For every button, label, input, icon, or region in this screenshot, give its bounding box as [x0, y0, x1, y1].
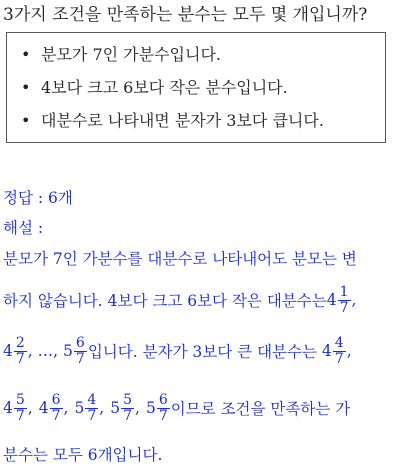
- fraction: [338, 285, 351, 316]
- condition-text: 분모가 7인 가분수입니다.: [41, 45, 221, 64]
- explanation-text: 이므로 조건을 만족하는 가: [170, 400, 351, 418]
- fraction: [74, 336, 87, 367]
- denominator: 7: [87, 407, 97, 424]
- explanation-line-4: [3, 388, 350, 428]
- mixed-whole: 4: [38, 399, 49, 417]
- numerator: 6: [158, 391, 168, 408]
- fraction: [14, 336, 27, 367]
- bullet-icon: •: [21, 111, 31, 130]
- denominator: 7: [339, 299, 349, 316]
- comma: ,: [27, 399, 33, 417]
- numerator: 2: [15, 334, 25, 351]
- denominator: 7: [158, 407, 168, 424]
- explanation-line-2: [3, 280, 356, 320]
- mixed-whole: 4: [321, 342, 332, 360]
- condition-text: 4보다 크고 6보다 작은 분수입니다.: [41, 78, 288, 97]
- explanation-text: 하지 않습니다. 4보다 크고 6보다 작은 대분수는: [3, 292, 327, 310]
- explanation-line-5: 분수는 모두 6개입니다.: [3, 446, 163, 464]
- comma: ,: [346, 342, 352, 360]
- denominator: 7: [75, 350, 85, 367]
- bullet-icon: •: [21, 45, 31, 64]
- condition-item: [21, 110, 324, 132]
- question-text: 3가지 조건을 만족하는 분수는 모두 몇 개입니까?: [3, 5, 368, 25]
- explanation-line-3: [3, 331, 352, 371]
- mixed-whole: 4: [3, 399, 13, 417]
- denominator: 7: [51, 407, 61, 424]
- numerator: 4: [334, 334, 344, 351]
- denominator: 7: [123, 407, 132, 424]
- comma: ,: [63, 399, 69, 417]
- numerator: 6: [51, 391, 61, 408]
- fraction: [157, 393, 170, 424]
- numerator: 4: [87, 391, 97, 408]
- denominator: 7: [15, 407, 25, 424]
- condition-text: 대분수로 나타내면 분자가 3보다 큽니다.: [41, 111, 324, 130]
- explanation-label: 해설 :: [3, 219, 44, 237]
- condition-item: [21, 44, 221, 66]
- mixed-whole: 5: [63, 342, 73, 360]
- fraction: [121, 393, 134, 424]
- ellipsis-separator: , …,: [27, 342, 64, 360]
- numerator: 5: [15, 391, 25, 408]
- denominator: 7: [15, 350, 25, 367]
- comma: ,: [135, 399, 140, 417]
- bullet-icon: •: [21, 78, 31, 97]
- numerator: 5: [123, 391, 132, 408]
- mixed-whole: 5: [110, 399, 121, 417]
- mixed-whole: 5: [145, 399, 156, 417]
- conditions-box: [6, 32, 386, 143]
- numerator: 6: [75, 334, 85, 351]
- comma: ,: [351, 291, 357, 309]
- denominator: 7: [334, 350, 344, 367]
- fraction: [50, 393, 63, 424]
- fraction: [85, 393, 98, 424]
- mixed-whole: 5: [74, 399, 85, 417]
- fraction: [333, 336, 346, 367]
- comma: ,: [99, 399, 105, 417]
- numerator: 1: [339, 283, 349, 300]
- mixed-whole: 4: [326, 291, 337, 309]
- mixed-whole: 4: [3, 342, 13, 360]
- explanation-text: 입니다. 분자가 3보다 큰 대분수는: [87, 343, 322, 361]
- explanation-line-1: 분모가 7인 가분수를 대분수로 나타내어도 분모는 변: [3, 250, 357, 268]
- answer-label: 정답 : 6개: [3, 189, 73, 207]
- fraction: [14, 393, 27, 424]
- condition-item: [21, 77, 288, 99]
